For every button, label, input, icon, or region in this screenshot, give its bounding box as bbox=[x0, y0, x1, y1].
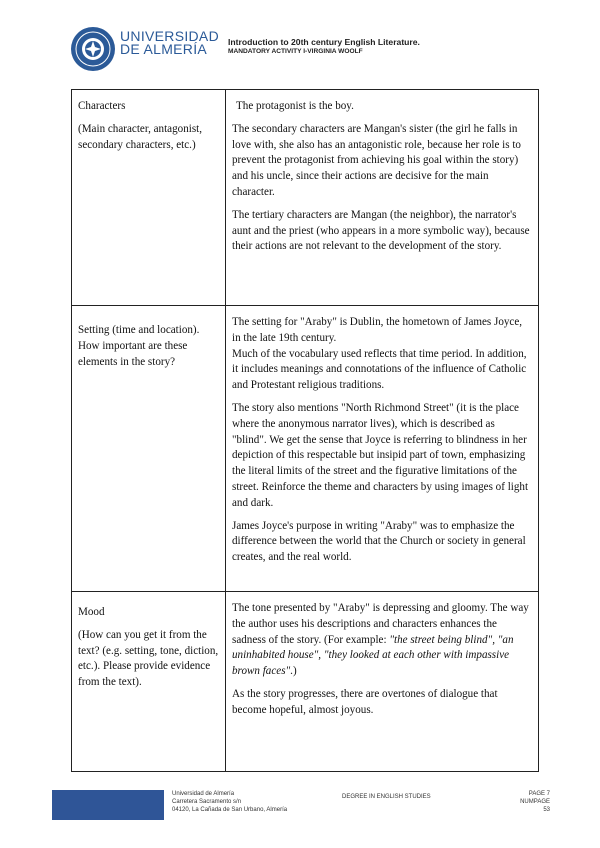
characters-content-cell bbox=[226, 90, 539, 306]
mood-label-cell bbox=[72, 592, 226, 772]
characters-p2: The secondary characters are Mangan's sister (the girl he falls in love with, she also has an antagonistic role, because her role is to prevent the protagonist from achieving his goal within the story) and his uncle, since their actions are decisive for the main character. bbox=[232, 122, 521, 198]
setting-label-cell bbox=[72, 306, 226, 592]
footer-page-number bbox=[505, 790, 550, 814]
setting-p1a: The setting for "Araby" is Dublin, the hometown of James Joyce, in the late 19th century. bbox=[232, 316, 523, 344]
setting-p3: James Joyce's purpose in writing "Araby" was to emphasize the difference between the world that the Church or society in general creates, and the real world. bbox=[232, 519, 526, 564]
setting-label: Setting (time and location). How important are these elements in the story? bbox=[78, 324, 200, 368]
mood-p1-end: .) bbox=[290, 665, 297, 678]
university-name-line1: UNIVERSIDAD bbox=[120, 28, 219, 44]
course-title: Introduction to 20th century English Literature. bbox=[228, 37, 420, 47]
mood-p1-start: The tone presented by "Araby" is depressing and gloomy. The way the author uses his descriptions and characters enhances the sadness of the story. (For example: bbox=[232, 602, 529, 646]
university-seal-icon bbox=[70, 26, 116, 72]
mood-p2: As the story progresses, there are overtones of dialogue that become hopeful, almost joyous. bbox=[232, 687, 498, 716]
mood-p1-quotes: "the street being blind", "an uninhabited house", "they looked at each other with impassive brown faces" bbox=[232, 633, 514, 678]
footer-address-line1: Universidad de Almería bbox=[172, 791, 235, 797]
mood-content-cell bbox=[226, 592, 539, 772]
footer-address bbox=[172, 790, 287, 814]
mood-hint: (How can you get it from the text? (e.g. setting, tone, diction, etc.). Please provide evidence from the text). bbox=[78, 628, 219, 689]
analysis-table bbox=[71, 89, 539, 772]
characters-p3: The tertiary characters are Mangan (the neighbor), the narrator's aunt and the priest (who appears in a more symbolic way), because their actions are not relevant to the development of the story. bbox=[232, 208, 530, 253]
footer-numpage-value: 53 bbox=[543, 807, 550, 813]
page-footer bbox=[0, 780, 600, 848]
mood-p1 bbox=[232, 601, 532, 680]
course-heading bbox=[228, 37, 420, 57]
setting-content-cell bbox=[226, 306, 539, 592]
mood-label: Mood bbox=[78, 606, 105, 618]
characters-label: Characters bbox=[78, 100, 126, 112]
characters-label-cell bbox=[72, 90, 226, 306]
setting-p1b: Much of the vocabulary used reflects that time period. In addition, it includes meanings and connotations of the influence of Catholic and Protestant religious traditions. bbox=[232, 347, 527, 392]
characters-p1: The protagonist is the boy. bbox=[236, 100, 354, 112]
page-header bbox=[0, 0, 600, 80]
footer-page-label: PAGE 7 bbox=[528, 791, 550, 797]
table-row-mood bbox=[72, 592, 539, 772]
footer-numpage-label: NUMPAGE bbox=[520, 799, 550, 805]
characters-hint: (Main character, antagonist, secondary characters, etc.) bbox=[78, 122, 202, 151]
university-name bbox=[120, 30, 219, 56]
setting-p2: The story also mentions "North Richmond Street" (it is the place where the anonymous narrator lives), which is described as "blind". We get the sense that Joyce is referring to blindness in her depiction of this respectable but insipid part of town, emphasizing the literal limits of the street and the figurative limitations of the street. Reinforce the theme and characters by using images of light and dark. bbox=[232, 401, 529, 509]
footer-address-line2: Carretera Sacramento s/n bbox=[172, 799, 242, 805]
footer-brand-bar bbox=[52, 790, 164, 820]
table-row-setting bbox=[72, 306, 539, 592]
footer-address-line3: 04120, La Cañada de San Urbano, Almería bbox=[172, 807, 288, 813]
university-name-line2: DE ALMERÍA bbox=[120, 41, 208, 57]
table-row-characters bbox=[72, 90, 539, 306]
footer-degree: DEGREE IN ENGLISH STUDIES bbox=[342, 794, 431, 800]
course-subtitle: MANDATORY ACTIVITY I-VIRGINIA WOOLF bbox=[228, 48, 363, 55]
